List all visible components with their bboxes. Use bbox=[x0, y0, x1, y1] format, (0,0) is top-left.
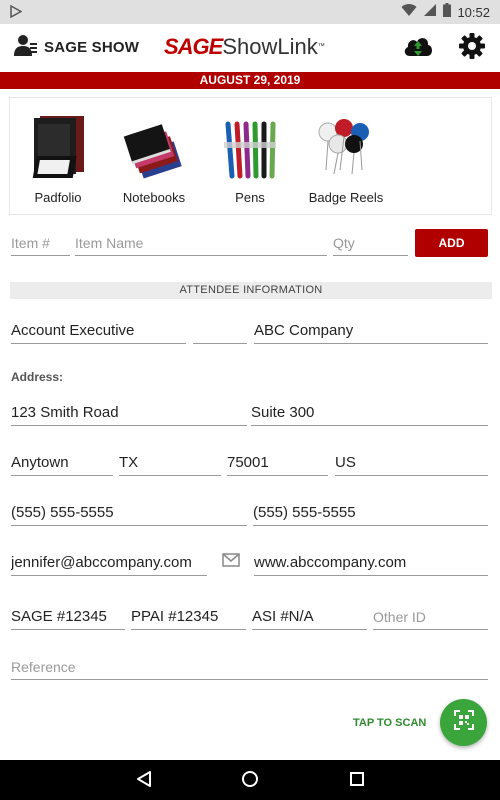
state-input[interactable]: TX bbox=[119, 452, 221, 476]
sage-show-button[interactable] bbox=[14, 34, 139, 61]
logo-trademark: ™ bbox=[317, 43, 325, 50]
play-store-icon bbox=[10, 5, 22, 23]
status-bar bbox=[0, 0, 500, 24]
website-input[interactable]: www.abccompany.com bbox=[254, 552, 488, 576]
system-nav-bar bbox=[0, 760, 500, 800]
product-label: Badge Reels bbox=[308, 190, 384, 205]
battery-icon bbox=[443, 3, 451, 22]
wifi-icon bbox=[401, 3, 417, 22]
suite-input[interactable]: Suite 300 bbox=[251, 402, 488, 426]
reference-input[interactable]: Reference bbox=[11, 656, 488, 680]
title2-input[interactable] bbox=[193, 320, 247, 344]
email-input[interactable]: jennifer@abccompany.com bbox=[11, 552, 207, 576]
padfolio-image bbox=[10, 110, 106, 182]
notebooks-image bbox=[106, 110, 202, 182]
status-time: 10:52 bbox=[457, 5, 490, 20]
add-button[interactable]: ADD bbox=[415, 229, 488, 257]
badge-reels-image bbox=[298, 110, 394, 182]
date-banner: AUGUST 29, 2019 bbox=[0, 72, 500, 89]
fax-input[interactable]: (555) 555-5555 bbox=[253, 502, 488, 526]
sage-id-input[interactable]: SAGE #12345 bbox=[11, 606, 125, 630]
pens-image bbox=[202, 110, 298, 182]
logo-showlink-text: ShowLink bbox=[222, 34, 318, 59]
qr-scan-icon bbox=[454, 710, 474, 735]
phone-input[interactable]: (555) 555-5555 bbox=[11, 502, 247, 526]
product-notebooks[interactable] bbox=[106, 110, 202, 205]
sage-show-label: SAGE SHOW bbox=[44, 39, 140, 56]
cloud-sync-icon bbox=[402, 47, 434, 64]
signal-icon bbox=[423, 3, 437, 22]
tap-to-scan-label[interactable]: TAP TO SCAN bbox=[353, 717, 427, 729]
product-badge-reels[interactable] bbox=[298, 110, 394, 205]
zip-input[interactable]: 75001 bbox=[227, 452, 328, 476]
gear-icon bbox=[458, 47, 486, 64]
attendee-section-header: ATTENDEE INFORMATION bbox=[10, 282, 492, 299]
title-input[interactable]: Account Executive bbox=[11, 320, 186, 344]
sage-showlink-logo bbox=[164, 34, 325, 60]
street-input[interactable]: 123 Smith Road bbox=[11, 402, 247, 426]
product-label: Padfolio bbox=[34, 190, 82, 205]
home-icon[interactable] bbox=[241, 770, 259, 793]
settings-button[interactable] bbox=[458, 32, 486, 65]
product-carousel bbox=[9, 97, 492, 215]
mail-icon[interactable] bbox=[222, 553, 240, 572]
product-label: Notebooks bbox=[122, 190, 186, 205]
back-icon[interactable] bbox=[135, 770, 153, 793]
product-padfolio[interactable] bbox=[10, 110, 106, 205]
country-input[interactable]: US bbox=[335, 452, 488, 476]
asi-id-input[interactable]: ASI #N/A bbox=[252, 606, 367, 630]
recents-icon[interactable] bbox=[348, 770, 366, 793]
city-input[interactable]: Anytown bbox=[11, 452, 113, 476]
qty-input[interactable]: Qty bbox=[333, 232, 408, 256]
app-bar bbox=[0, 24, 500, 72]
item-name-input[interactable]: Item Name bbox=[75, 232, 327, 256]
person-icon bbox=[14, 34, 38, 61]
ppai-id-input[interactable]: PPAI #12345 bbox=[131, 606, 246, 630]
logo-sage-text: SAGE bbox=[164, 34, 223, 59]
cloud-sync-button[interactable] bbox=[402, 32, 434, 65]
company-input[interactable]: ABC Company bbox=[254, 320, 488, 344]
item-number-input[interactable]: Item # bbox=[11, 232, 70, 256]
scan-button[interactable] bbox=[440, 699, 487, 746]
product-label: Pens bbox=[235, 190, 265, 205]
other-id-input[interactable]: Other ID bbox=[373, 606, 488, 630]
address-label: Address: bbox=[11, 370, 64, 384]
product-pens[interactable] bbox=[202, 110, 298, 205]
